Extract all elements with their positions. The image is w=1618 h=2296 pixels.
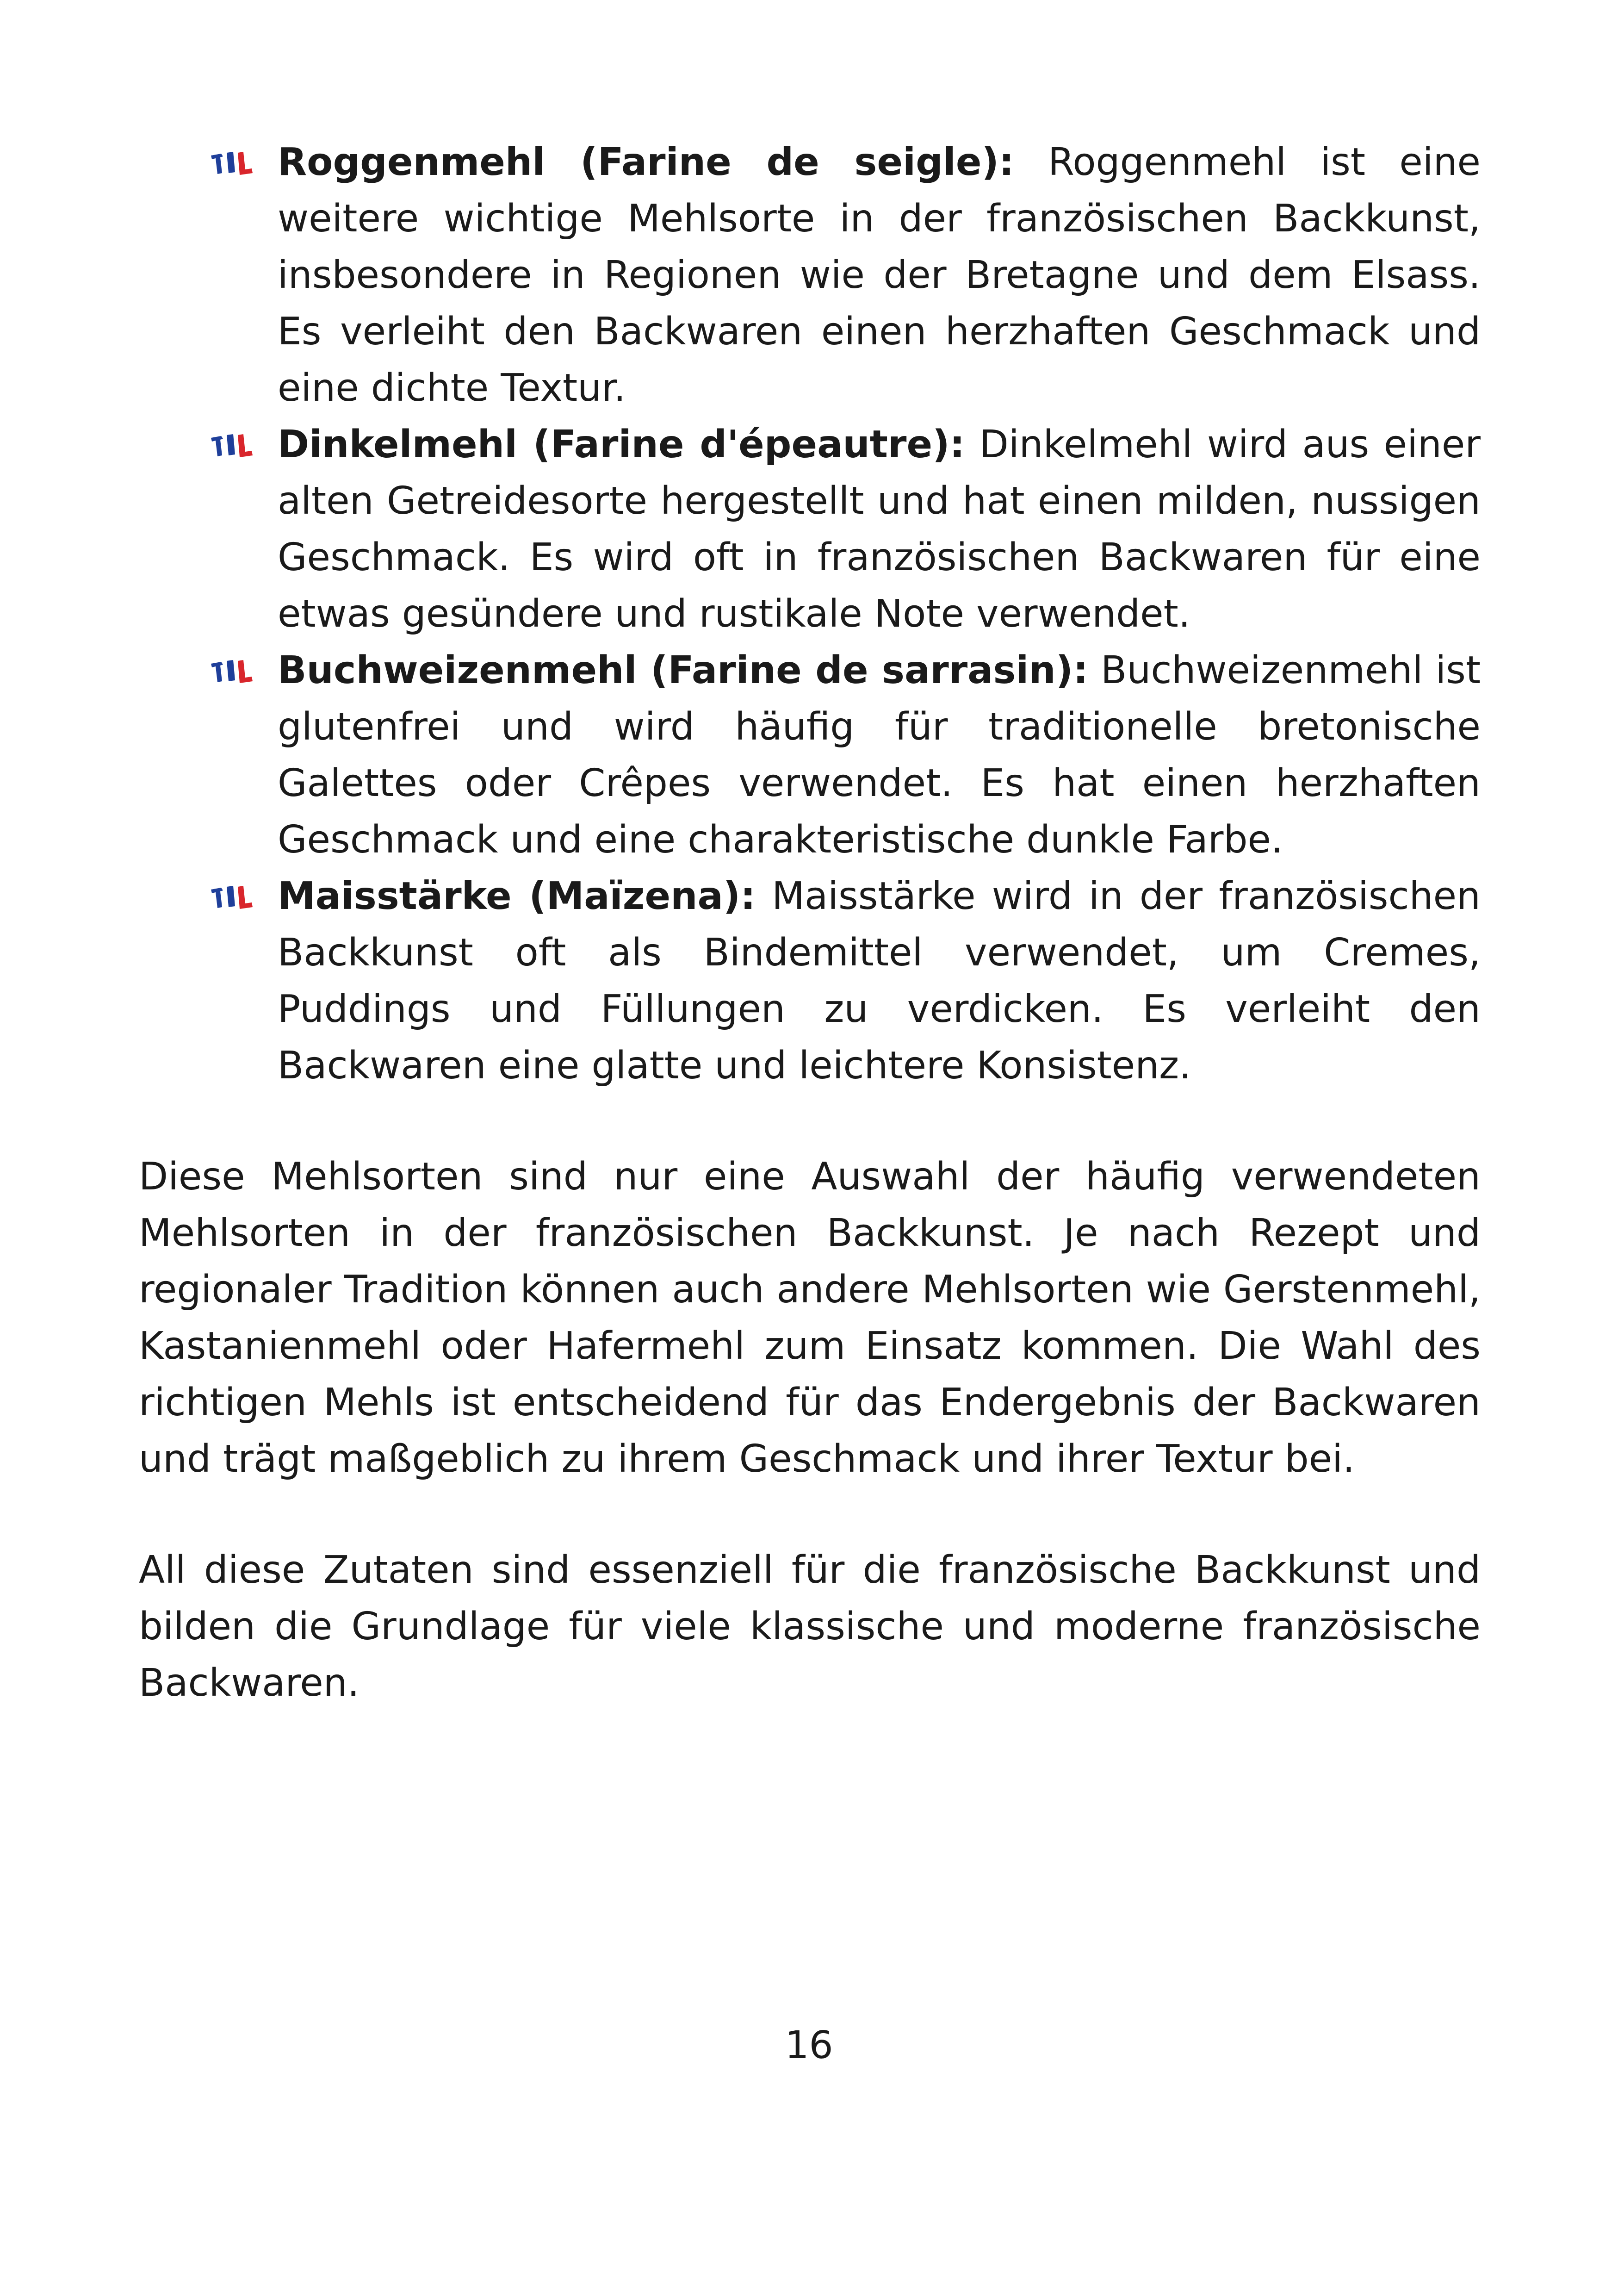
page-number: 16 xyxy=(785,2023,833,2067)
france-flag-icon xyxy=(208,883,254,911)
france-flag-icon xyxy=(208,431,254,459)
list-item xyxy=(139,417,1481,642)
closing-paragraph: All diese Zutaten sind essenziell für die französische Backkunst und bilden die Grundlage für viele klassische und moderne französische Backwaren. xyxy=(139,1548,1481,1705)
france-flag-icon xyxy=(208,149,254,177)
item-text: Maisstärke wird in der französischen Backkunst oft als Bindemittel verwendet, um Cremes, Puddings und Füllungen zu verdicken. Es verleiht den Backwaren eine glatte und leichtere Konsistenz. xyxy=(278,874,1481,1088)
list-item xyxy=(139,134,1481,417)
item-text: Roggenmehl ist eine weitere wichtige Mehlsorte in der französischen Backkunst, insbesondere in Regionen wie der Bretagne und dem Elsass. Es verleiht den Backwaren einen herzhaften Geschmack und eine dichte Textur. xyxy=(278,140,1481,410)
item-term: Buchweizenmehl (Farine de sarrasin): xyxy=(278,648,1089,692)
flour-list xyxy=(139,134,1481,1094)
item-term: Maisstärke (Maïzena): xyxy=(278,874,756,918)
item-term: Dinkelmehl (Farine d'épeautre): xyxy=(278,423,965,467)
summary-paragraph: Diese Mehlsorten sind nur eine Auswahl der häufig verwendeten Mehlsorten in der französischen Backkunst. Je nach Rezept und regionaler Tradition können auch andere Mehlsorten wie Gerstenmehl, Kastanienmehl oder Hafermehl zum Einsatz kommen. Die Wahl des richtigen Mehls ist entscheidend für das Endergebnis der Backwaren und trägt maßgeblich zu ihrem Geschmack und ihrer Textur bei. xyxy=(139,1155,1481,1481)
page-content xyxy=(139,134,1481,1711)
item-text: Dinkelmehl wird aus einer alten Getreidesorte hergestellt und hat einen milden, nussigen Geschmack. Es wird oft in französischen Backwaren für eine etwas gesündere und rustikale Note verwendet. xyxy=(278,423,1481,636)
list-item xyxy=(139,868,1481,1094)
list-item xyxy=(139,642,1481,868)
france-flag-icon xyxy=(208,657,254,685)
item-text: Buchweizenmehl ist glutenfrei und wird häufig für traditionelle bretonische Galettes oder Crêpes verwendet. Es hat einen herzhaften Geschmack und eine charakteristische dunkle Farbe. xyxy=(278,648,1481,862)
item-term: Roggenmehl (Farine de seigle): xyxy=(278,140,1014,184)
